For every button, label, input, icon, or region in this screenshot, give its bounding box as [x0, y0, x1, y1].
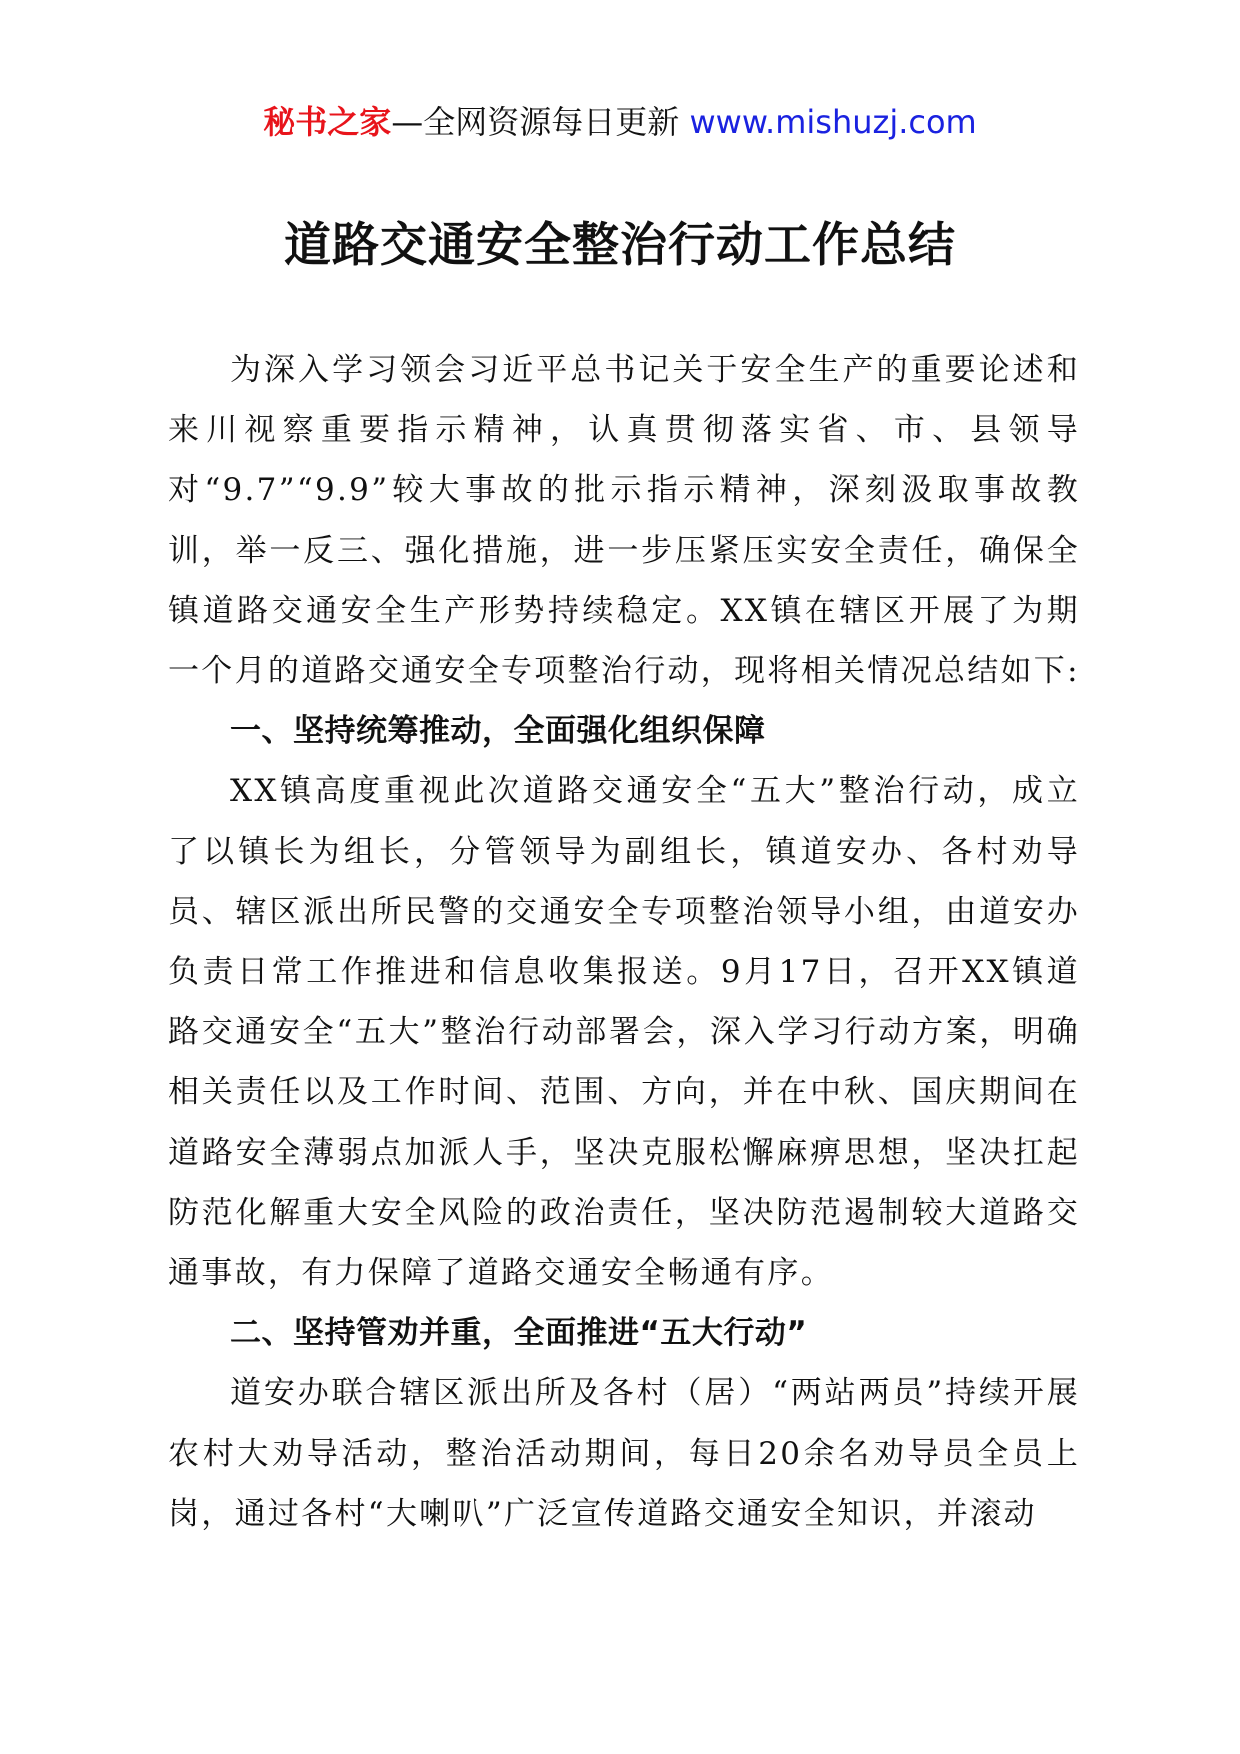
section-1-paragraph: XX镇高度重视此次道路交通安全“五大”整治行动，成立了以镇长为组长，分管领导为副组长，镇道安办、各村劝导员、辖区派出所民警的交通安全专项整治领导小组，由道安办负责日常工作推进和信息收集报送。9月17日，召开XX镇道路交通安全“五大”整治行动部署会，深入学习行动方案，明确相关责任以及工作时间、范围、方向，并在中秋、国庆期间在道路安全薄弱点加派人手，坚决克服松懈麻痹思想，坚决扛起防范化解重大安全风险的政治责任，坚决防范遏制较大道路交通事故，有力保障了道路交通安全畅通有序。 — [168, 773, 1080, 1292]
document-title: 道路交通安全整治行动工作总结 — [284, 218, 956, 273]
section-heading-1: 一、坚持统筹推动，全面强化组织保障 — [230, 713, 766, 750]
site-slogan: —全网资源每日更新 — [391, 103, 690, 141]
section-heading-2: 二、坚持管劝并重，全面推进“五大行动” — [230, 1315, 808, 1352]
section-2-paragraph: 道安办联合辖区派出所及各村（居）“两站两员”持续开展农村大劝导活动，整治活动期间，每日20余名劝导员全员上岗，通过各村“大喇叭”广泛宣传道路交通安全知识，并滚动 — [168, 1375, 1080, 1532]
intro-paragraph: 为深入学习领会习近平总书记关于安全生产的重要论述和来川视察重要指示精神，认真贯彻落实省、市、县领导对“9.7”“9.9”较大事故的批示指示精神，深刻汲取事故教训，举一反三、强化措施，进一步压紧压实安全责任，确保全镇道路交通安全生产形势持续稳定。XX镇在辖区开展了为期一个月的道路交通安全专项整治行动，现将相关情况总结如下: — [168, 352, 1080, 690]
site-brand: 秘书之家 — [263, 103, 392, 141]
site-url-link[interactable]: www.mishuzj.com — [689, 103, 977, 141]
document-body — [168, 340, 1080, 1544]
site-banner — [0, 98, 1240, 146]
